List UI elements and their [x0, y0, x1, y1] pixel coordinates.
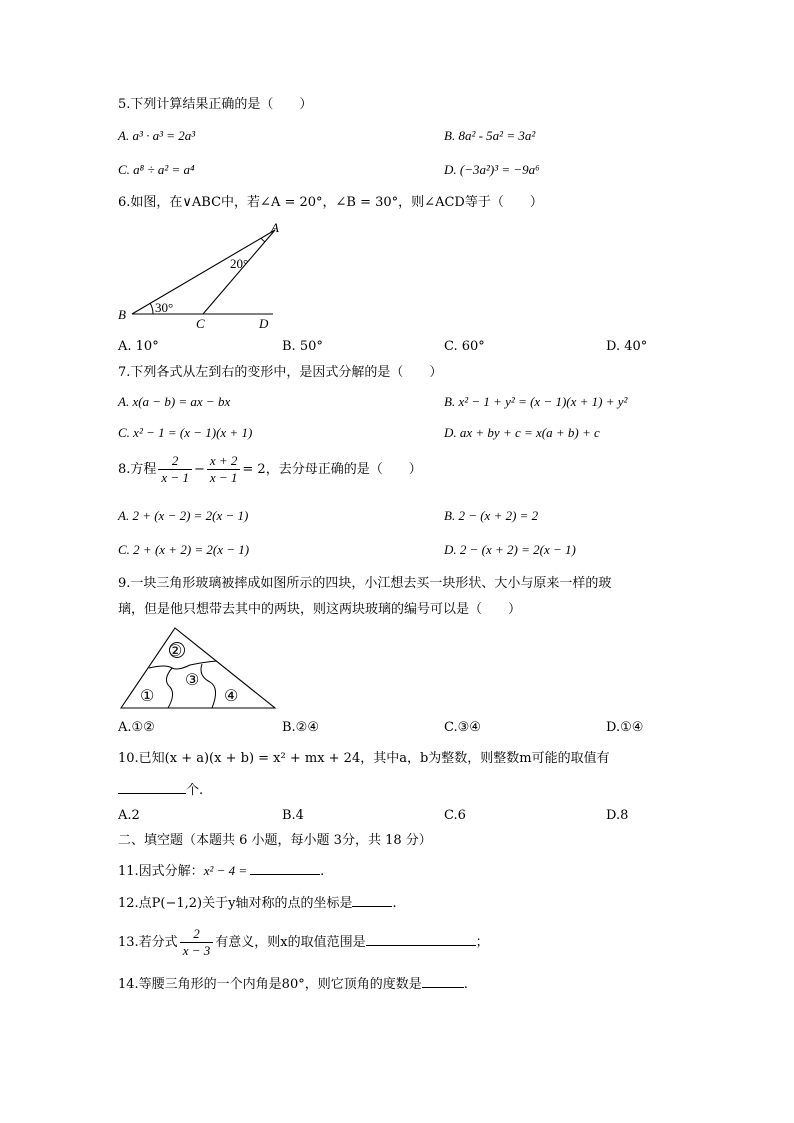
- q9-option-c[interactable]: C.③④: [444, 720, 481, 735]
- q8-fraction-2: [207, 453, 241, 486]
- q9-piece4-label: ④: [224, 688, 239, 705]
- q8-fraction-1: [158, 453, 192, 486]
- q10-option-b[interactable]: B.4: [282, 808, 304, 823]
- q10-stem-line2: [118, 781, 203, 800]
- q11-answer-blank[interactable]: [250, 862, 320, 875]
- q5-option-a[interactable]: A. a³ · a³ = 2a³: [118, 128, 196, 143]
- q13-suffix: ；: [475, 935, 489, 950]
- q5-option-d[interactable]: D. (−3a²)³ = −9a⁶: [444, 162, 540, 177]
- q7-option-c[interactable]: C. x² − 1 = (x − 1)(x + 1): [118, 425, 253, 440]
- section2-heading: 二、填空题（本题共 6 小题，每小题 3分，共 18 分）: [118, 833, 432, 848]
- q8-frac1-num: 2: [158, 453, 192, 470]
- q9-crack-right: [201, 664, 216, 708]
- q6-option-d[interactable]: D. 40°: [606, 339, 648, 354]
- q13-text: 有意义，则x的取值范围是: [215, 935, 366, 950]
- q9-crack-left: [166, 668, 172, 708]
- q6-line-ca: [203, 230, 275, 314]
- q11-prefix: 11.因式分解：: [118, 864, 204, 879]
- q10-suffix: 个.: [186, 783, 204, 798]
- q8-option-d[interactable]: D. 2 − (x + 2) = 2(x − 1): [444, 542, 576, 557]
- q9-stem-line1: 9.一块三角形玻璃被摔成如图所示的四块，小江想去买一块形状、大小与原来一样的玻: [118, 576, 612, 591]
- q10-answer-blank[interactable]: [118, 781, 186, 794]
- q8-option-b[interactable]: B. 2 − (x + 2) = 2: [444, 508, 539, 523]
- q8-stem: [118, 453, 422, 487]
- q12-suffix: .: [392, 896, 397, 911]
- q9-piece2-label: ②: [168, 643, 183, 660]
- q7-stem: 7.下列各式从左到右的变形中，是因式分解的是（ ）: [118, 365, 443, 380]
- q12-answer-blank[interactable]: [352, 894, 392, 907]
- q7-option-a[interactable]: A. x(a − b) = ax − bx: [118, 394, 231, 409]
- q9-piece1-label: ①: [140, 688, 155, 705]
- q12-text: 12.点P(−1,2)关于y轴对称的点的坐标是: [118, 896, 353, 911]
- q6-angle-b-label: 30°: [155, 300, 174, 315]
- q6-angle-b-arc: [150, 303, 153, 314]
- q8-frac2-den: x − 1: [209, 470, 238, 485]
- q13-frac-num: 2: [180, 926, 214, 943]
- q5-option-b[interactable]: B. 8a² - 5a² = 3a²: [444, 128, 536, 143]
- q6-label-a: A: [271, 220, 279, 235]
- q11-suffix: .: [320, 864, 325, 879]
- q10-stem-line1: 10.已知(x + a)(x + b) = x² + mx + 24，其中a，b为整数，则整数m可能的取值有: [118, 751, 610, 766]
- q6-stem: 6.如图，在∨ABC中，若∠A = 20°，∠B = 30°，则∠ACD等于（ ）: [118, 195, 543, 210]
- q7-option-b[interactable]: B. x² − 1 + y² = (x − 1)(x + 1) + y²: [444, 394, 628, 409]
- q6-option-a[interactable]: A. 10°: [118, 339, 159, 354]
- q13: [118, 926, 489, 960]
- q8-frac2-num: x + 2: [207, 453, 241, 470]
- q8-frac1-den: x − 1: [161, 470, 189, 485]
- q9-stem-line2: 璃，但是他只想带去其中的两块，则这两块玻璃的编号可以是（ ）: [118, 602, 522, 617]
- q14: [118, 975, 468, 994]
- q14-answer-blank[interactable]: [422, 975, 464, 988]
- q11: [118, 862, 324, 881]
- q6-angle-a-label: 20°: [230, 256, 249, 271]
- q6-option-b[interactable]: B. 50°: [282, 339, 323, 354]
- q9-option-d[interactable]: D.①④: [606, 720, 644, 735]
- q13-prefix: 13.若分式: [118, 935, 178, 950]
- q13-answer-blank[interactable]: [366, 933, 476, 946]
- q8-stem-suffix: = 2，去分母正确的是（ ）: [242, 462, 422, 477]
- q5-stem: 5.下列计算结果正确的是（ ）: [118, 97, 313, 112]
- q9-piece3-label: ③: [185, 672, 200, 689]
- q8-minus: −: [193, 462, 205, 477]
- q7-option-d[interactable]: D. ax + by + c = x(a + b) + c: [444, 425, 600, 440]
- q5-option-c[interactable]: C. a⁸ ÷ a² = a⁴: [118, 162, 195, 177]
- q14-suffix: .: [463, 977, 468, 992]
- q12: [118, 894, 397, 913]
- q11-expr: x² − 4 =: [203, 863, 248, 878]
- q6-triangle-figure: [115, 220, 285, 332]
- q6-option-c[interactable]: C. 60°: [444, 339, 485, 354]
- q6-label-c: C: [196, 316, 205, 331]
- q9-option-b[interactable]: B.②④: [282, 720, 319, 735]
- q6-label-d: D: [259, 316, 269, 331]
- q10-option-a[interactable]: A.2: [118, 808, 140, 823]
- q13-fraction: [180, 926, 214, 959]
- q6-angle-a-arc: [261, 238, 265, 242]
- q8-stem-prefix: 8.方程: [118, 462, 157, 477]
- q6-line-ba: [132, 230, 275, 314]
- q9-option-a[interactable]: A.①②: [118, 720, 155, 735]
- q13-frac-den: x − 3: [182, 943, 211, 958]
- q14-text: 14.等腰三角形的一个内角是80°，则它顶角的度数是: [118, 977, 422, 992]
- q9-crack-top: [149, 661, 217, 669]
- q8-option-c[interactable]: C. 2 + (x + 2) = 2(x − 1): [118, 542, 250, 557]
- q9-broken-glass-figure: [118, 624, 280, 712]
- q6-label-b: B: [118, 307, 126, 322]
- q10-option-c[interactable]: C.6: [444, 808, 466, 823]
- q8-option-a[interactable]: A. 2 + (x − 2) = 2(x − 1): [118, 508, 249, 523]
- q10-option-d[interactable]: D.8: [606, 808, 629, 823]
